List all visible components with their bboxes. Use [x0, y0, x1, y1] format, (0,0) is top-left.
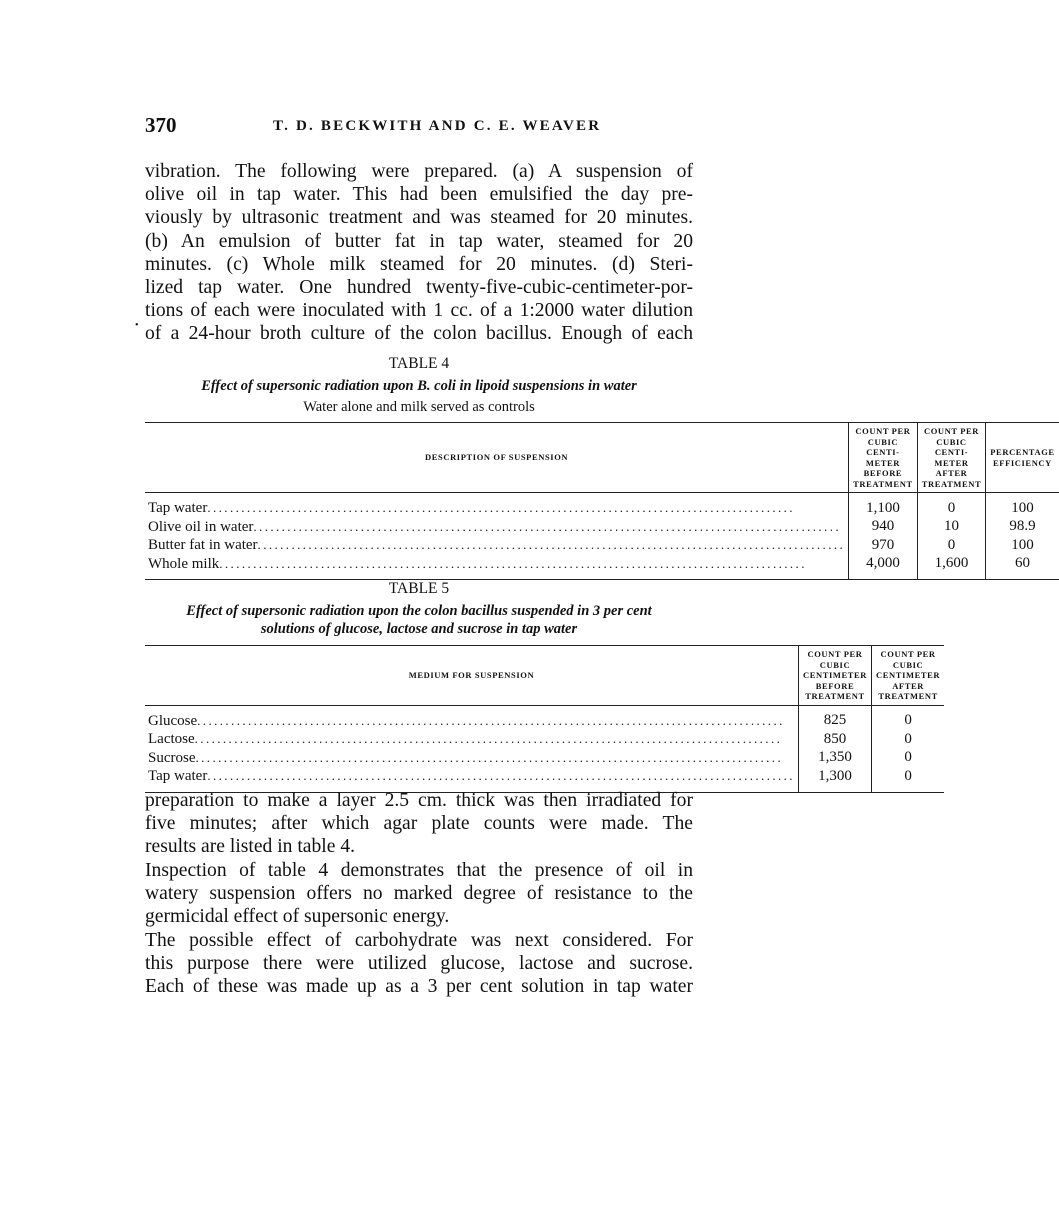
- table-row: [145, 518, 1059, 537]
- cell-efficiency: 98.9: [986, 518, 1059, 537]
- cell-medium: Glucose: [148, 712, 198, 729]
- page-header: [145, 113, 695, 143]
- page-number: 370: [145, 113, 177, 137]
- table-row: [145, 493, 1059, 518]
- cell-after: 10: [917, 518, 986, 537]
- text-line: Inspection of table 4 demonstrates that the presence of oil in: [145, 860, 693, 881]
- cell-before: 970: [849, 536, 918, 555]
- column-header: COUNT PER CUBIC CENTIMETER AFTER TREATMENT: [872, 646, 945, 706]
- text-line: minutes. (c) Whole milk steamed for 20 minutes. (d) Steri-: [145, 253, 693, 275]
- cell-after: 0: [872, 730, 945, 749]
- table-5-caption-line-2: solutions of glucose, lactose and sucrose in tap water: [260, 621, 578, 637]
- cell-before: 1,100: [849, 493, 918, 518]
- column-header: PERCENTAGE EFFICIENCY: [986, 423, 1059, 493]
- text-line: of a 24-hour broth culture of the colon bacillus. Enough of each: [145, 323, 693, 345]
- table-row: [145, 730, 944, 749]
- table-row: [145, 749, 944, 768]
- text-line: tions of each were inoculated with 1 cc. of a 1:2000 water dilution: [145, 300, 693, 322]
- cell-after: 0: [917, 493, 986, 518]
- cell-medium: Sucrose: [148, 749, 196, 766]
- cell-after: 0: [917, 536, 986, 555]
- cell-after: 1,600: [917, 555, 986, 580]
- cell-efficiency: 100: [986, 536, 1059, 555]
- cell-after: 0: [872, 749, 945, 768]
- cell-description: Olive oil in water: [148, 518, 254, 535]
- table-5-caption-line-1: Effect of supersonic radiation upon the colon bacillus suspended in 3 per cent: [186, 603, 652, 619]
- table-5-title: TABLE 5: [388, 580, 450, 597]
- cell-before: 4,000: [849, 555, 918, 580]
- paragraph-3: [145, 859, 693, 929]
- text-line: preparation to make a layer 2.5 cm. thick was then irradiated for: [145, 790, 693, 811]
- column-header: COUNT PER CUBIC CENTIMETER BEFORE TREATMENT: [798, 646, 871, 706]
- cell-medium: Tap water: [148, 768, 208, 784]
- cell-before: 1,300: [798, 767, 871, 792]
- text-line: watery suspension offers no marked degree of resistance to the: [145, 883, 693, 905]
- cell-efficiency: 100: [986, 493, 1059, 518]
- text-line: Each of these was made up as a 3 per cent solution in tap water: [145, 976, 693, 998]
- table-5: [145, 645, 944, 793]
- text-line: germicidal effect of supersonic energy.: [145, 906, 450, 928]
- table-4-subcaption: Water alone and milk served as controls: [303, 399, 535, 415]
- text-line: olive oil in tap water. This had been emulsified the day pre-: [145, 184, 693, 206]
- table-row: [145, 536, 1059, 555]
- text-line: (b) An emulsion of butter fat in tap water, steamed for 20: [145, 230, 693, 252]
- table-header-row: [145, 423, 1059, 493]
- running-head: T. D. BECKWITH AND C. E. WEAVER: [273, 118, 602, 134]
- cell-before: 940: [849, 518, 918, 537]
- text-line: lized tap water. One hundred twenty-five-cubic-centimeter-por-: [145, 277, 693, 299]
- column-header: COUNT PER CUBIC CENTI-METER BEFORE TREATMENT: [849, 423, 918, 493]
- text-line: The possible effect of carbohydrate was next considered. For: [145, 930, 693, 951]
- cell-after: 0: [872, 767, 945, 792]
- text-line: viously by ultrasonic treatment and was steamed for 20 minutes.: [145, 207, 693, 229]
- margin-mark: •: [135, 320, 139, 331]
- cell-description: Tap water: [148, 500, 208, 516]
- cell-after: 0: [872, 705, 945, 730]
- cell-description: Butter fat in water: [148, 537, 258, 553]
- column-header: MEDIUM FOR SUSPENSION: [408, 670, 535, 680]
- text-line: five minutes; after which agar plate counts were made. The: [145, 813, 693, 835]
- cell-efficiency: 60: [986, 555, 1059, 580]
- table-4-title: TABLE 4: [388, 355, 450, 372]
- text-line: results are listed in table 4.: [145, 836, 356, 858]
- table-4-caption: Effect of supersonic radiation upon B. coli in lipoid suspensions in water: [201, 378, 637, 394]
- paragraph-4: [145, 929, 693, 999]
- text-line: vibration. The following were prepared. (a) A suspension of: [145, 161, 693, 182]
- table-row: [145, 705, 944, 730]
- cell-before: 1,350: [798, 749, 871, 768]
- table-row: [145, 555, 1059, 580]
- column-header: COUNT PER CUBIC CENTI-METER AFTER TREATMENT: [917, 423, 986, 493]
- cell-medium: Lactose: [148, 731, 195, 747]
- paragraph-1: [145, 160, 693, 346]
- paragraph-2: [145, 789, 693, 859]
- table-4: [145, 422, 1059, 580]
- cell-before: 850: [798, 730, 871, 749]
- cell-before: 825: [798, 705, 871, 730]
- cell-description: Whole milk: [148, 555, 220, 572]
- text-line: this purpose there were utilized glucose, lactose and sucrose.: [145, 953, 693, 975]
- table-header-row: [145, 646, 944, 706]
- column-header: DESCRIPTION OF SUSPENSION: [425, 452, 569, 463]
